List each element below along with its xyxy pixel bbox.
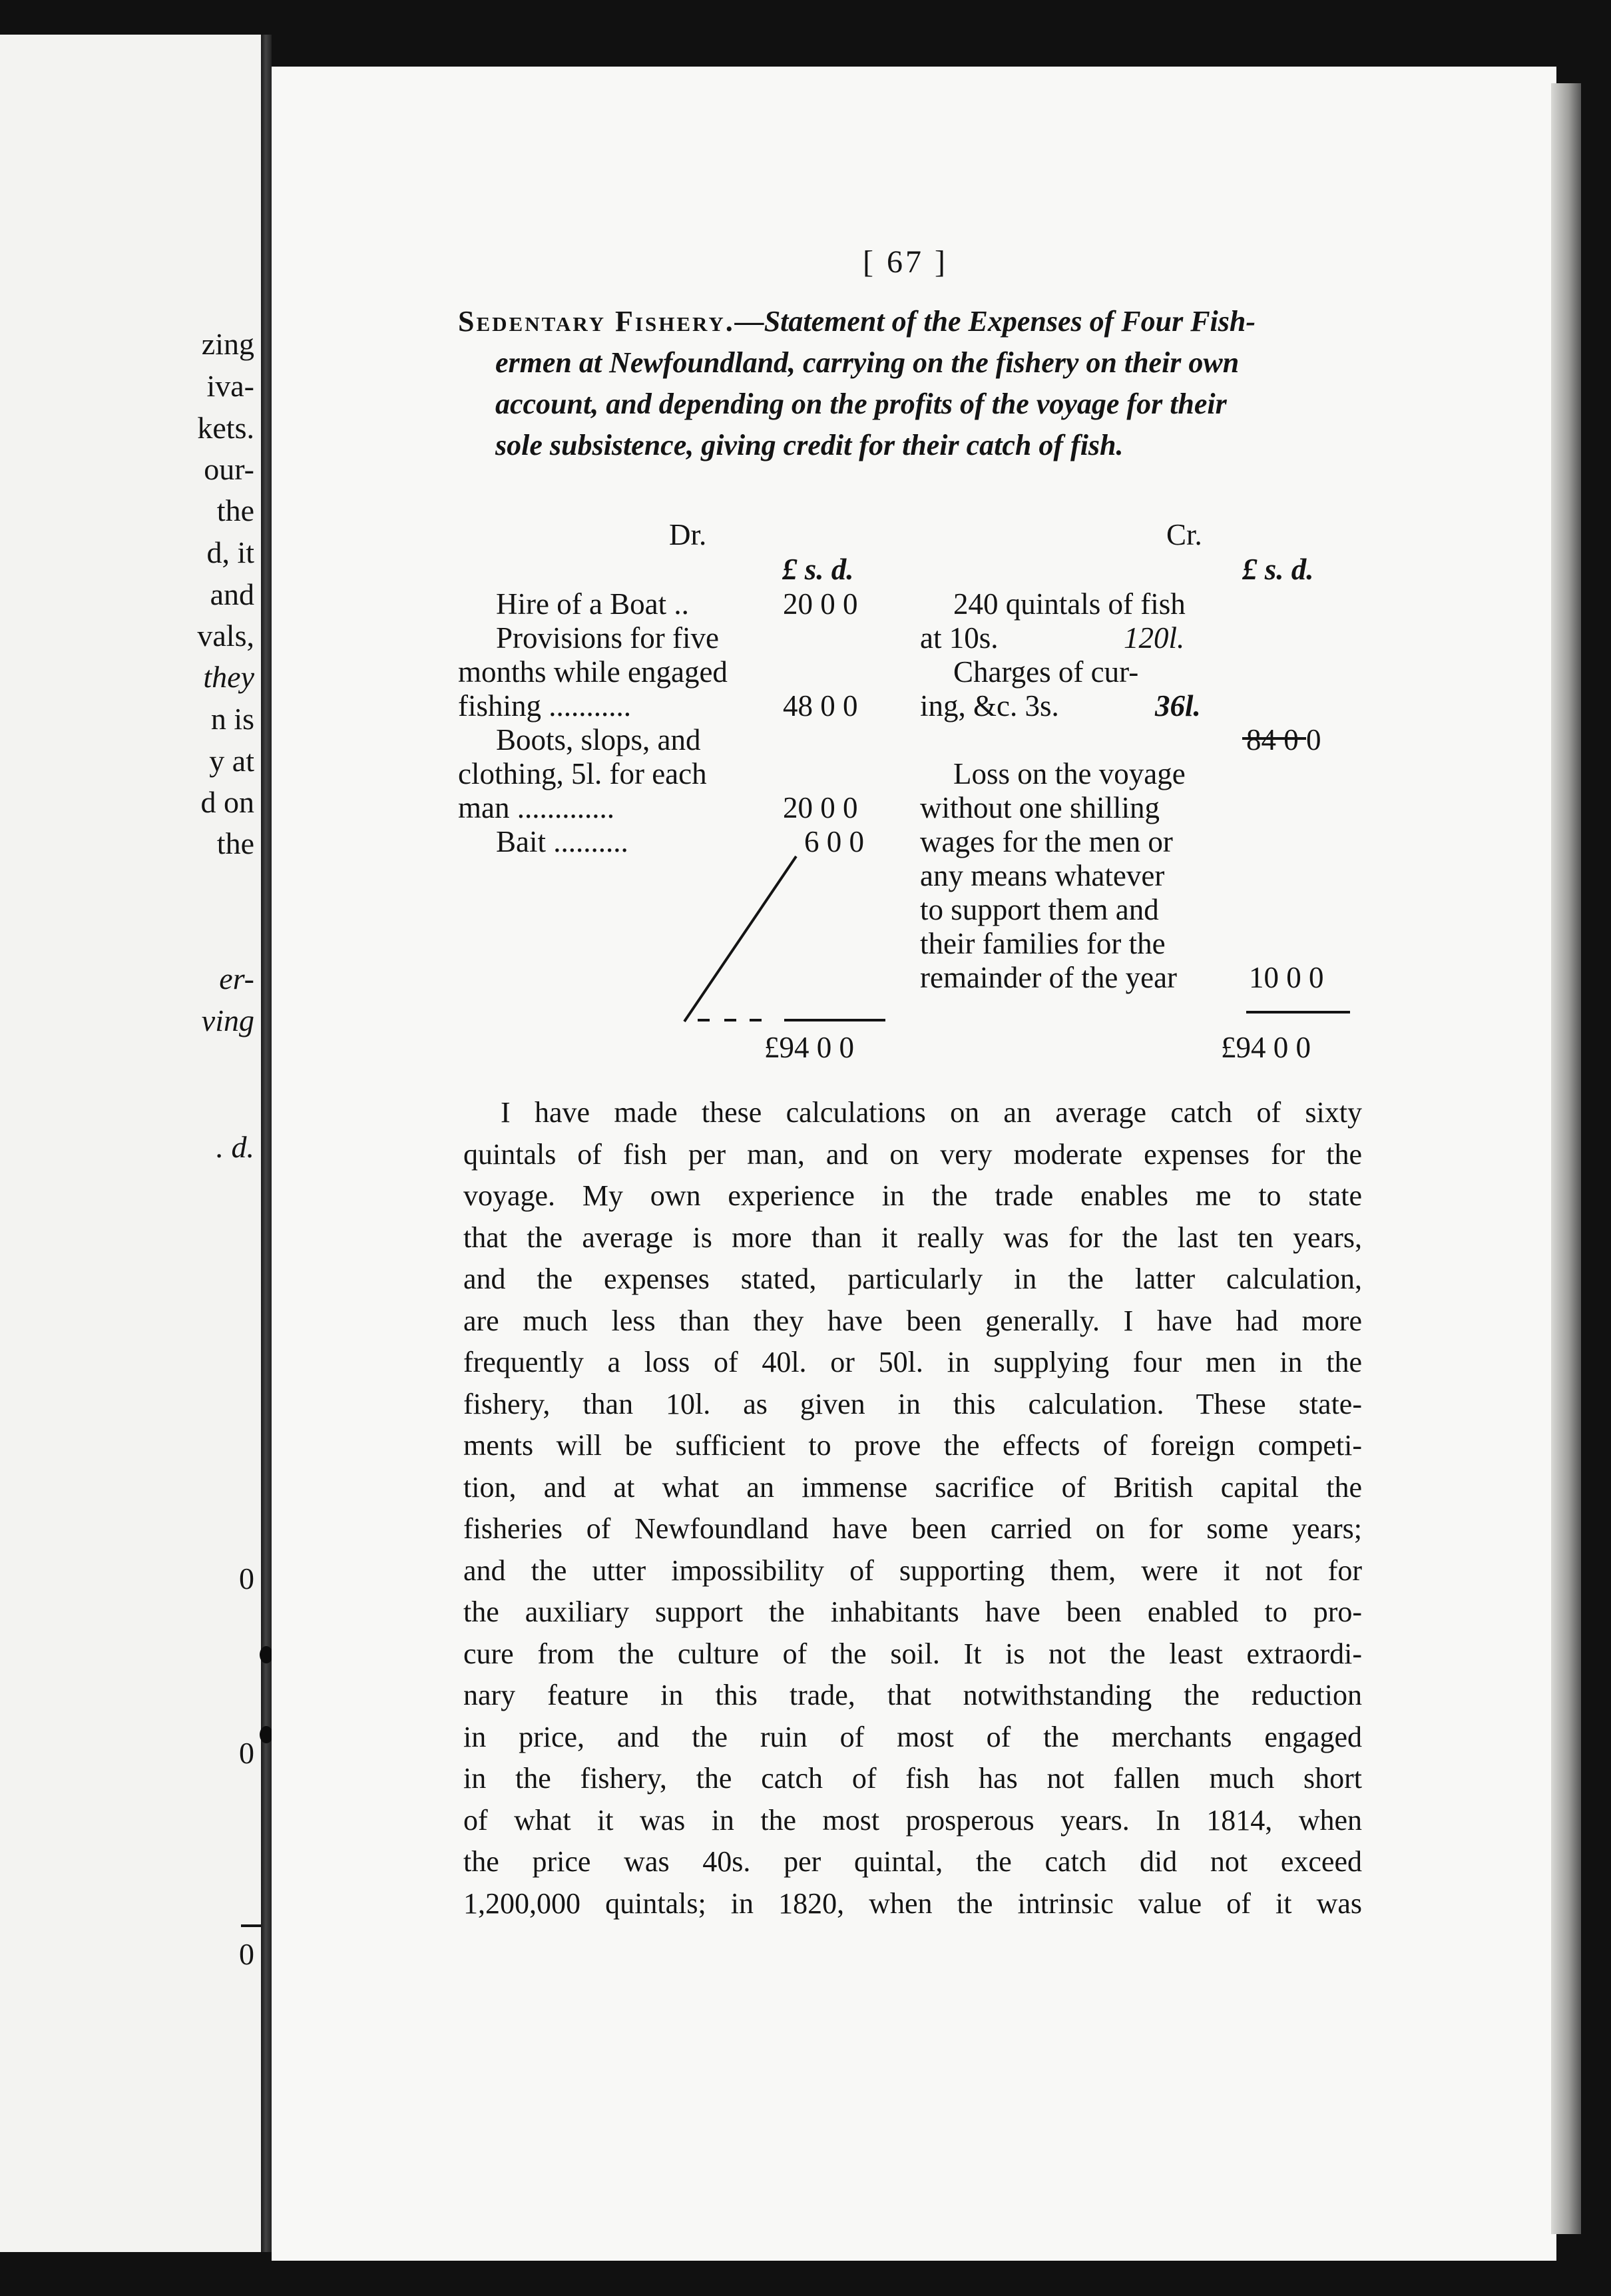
body-line: and the expenses stated, particularly in the latter calculation, bbox=[463, 1263, 1362, 1295]
credit-label: Cr. bbox=[1166, 518, 1202, 551]
credit-total: £94 0 0 bbox=[1221, 1031, 1311, 1064]
credit-loss-line: their families for the bbox=[920, 927, 1166, 960]
spine-mark bbox=[260, 1726, 273, 1743]
body-line: the price was 40s. per quintal, the catch did not exceed bbox=[463, 1845, 1362, 1878]
left-fragment: . d. bbox=[216, 1130, 254, 1164]
body-line: that the average is more than it really was for the last ten years, bbox=[463, 1221, 1362, 1254]
body-line: the auxiliary support the inhabitants have been enabled to pro- bbox=[463, 1595, 1362, 1628]
debit-label: Dr. bbox=[669, 518, 707, 551]
body-line: cure from the culture of the soil. It is not the least extraordi- bbox=[463, 1637, 1362, 1670]
credit-loss-line: without one shilling bbox=[920, 791, 1160, 824]
left-fragment: the bbox=[216, 826, 254, 860]
body-line: nary feature in this trade, that notwithstanding the reduction bbox=[463, 1679, 1362, 1711]
left-fragment: ving bbox=[201, 1004, 254, 1037]
dash-mark bbox=[698, 1019, 710, 1021]
dash-mark bbox=[750, 1019, 762, 1021]
debit-item: fishing ........... bbox=[458, 689, 632, 722]
left-fragment: our- bbox=[204, 452, 254, 486]
debit-amount: 20 0 0 bbox=[783, 587, 858, 621]
credit-loss-line: remainder of the year bbox=[920, 961, 1178, 994]
debit-currency-header: £ s. d. bbox=[782, 553, 854, 586]
body-line: quintals of fish per man, and on very moderate expenses for the bbox=[463, 1137, 1362, 1171]
left-fragment: the bbox=[216, 493, 254, 527]
body-line: voyage. My own experience in the trade enables me to state bbox=[463, 1179, 1362, 1212]
credit-loss-line: Loss on the voyage bbox=[953, 757, 1186, 790]
credit-item: Charges of cur- bbox=[953, 655, 1139, 689]
body-line: fisheries of Newfoundland have been carried on for some years; bbox=[463, 1512, 1362, 1545]
debit-item: Bait .......... bbox=[496, 825, 628, 858]
dash-mark bbox=[724, 1019, 736, 1021]
body-line: of what it was in the most prosperous years. In 1814, when bbox=[463, 1803, 1362, 1837]
body-line: 1,200,000 quintals; in 1820, when the intrinsic value of it was bbox=[463, 1886, 1362, 1920]
heading-lead: Sedentary Fishery. bbox=[458, 305, 735, 338]
debit-item: Hire of a Boat .. bbox=[496, 587, 689, 621]
debit-total-rule bbox=[784, 1019, 885, 1021]
credit-item: 36l. bbox=[1155, 689, 1201, 722]
left-fragment: d on bbox=[200, 785, 254, 819]
left-fragment: 0 bbox=[239, 1937, 254, 1971]
left-fragment: y at bbox=[209, 744, 254, 778]
body-line: ments will be sufficient to prove the effects of foreign competi- bbox=[463, 1429, 1362, 1462]
credit-item: ing, &c. 3s. bbox=[920, 689, 1059, 722]
left-rule bbox=[241, 1924, 261, 1927]
heading-line: account, and depending on the profits of the voyage for their bbox=[495, 388, 1227, 420]
debit-amount: 6 0 0 bbox=[804, 825, 864, 858]
page-edge bbox=[1551, 83, 1581, 2234]
left-fragment: d, it bbox=[206, 535, 254, 569]
credit-loss-line: to support them and bbox=[920, 893, 1159, 926]
credit-item: 240 quintals of fish bbox=[953, 587, 1186, 621]
credit-total-rule bbox=[1246, 1011, 1350, 1013]
credit-net-amount: 84 0 0 bbox=[1246, 723, 1321, 756]
body-line: tion, and at what an immense sacrifice of British capital the bbox=[463, 1470, 1362, 1504]
left-fragment: vals, bbox=[197, 619, 254, 653]
left-fragment: they bbox=[203, 660, 254, 694]
heading-line: sole subsistence, giving credit for their catch of fish. bbox=[495, 429, 1124, 461]
credit-loss-line: wages for the men or bbox=[920, 825, 1173, 858]
section-heading bbox=[458, 301, 1370, 466]
debit-item: Provisions for five bbox=[496, 621, 719, 655]
debit-item: man ............. bbox=[458, 791, 614, 824]
left-fragment: zing bbox=[201, 327, 254, 361]
body-paragraph bbox=[463, 1092, 1362, 1924]
book-spine bbox=[261, 35, 272, 2252]
left-fragment: 0 bbox=[239, 1736, 254, 1770]
body-line: are much less than they have been generally. I have had more bbox=[463, 1304, 1362, 1337]
diagonal-brace-line bbox=[679, 854, 812, 1027]
body-line: and the utter impossibility of supporting them, were it not for bbox=[463, 1554, 1362, 1587]
left-fragment: n is bbox=[210, 702, 254, 736]
page-number: [ 67 ] bbox=[863, 244, 948, 280]
left-fragment: and bbox=[210, 577, 254, 611]
body-line: in price, and the ruin of most of the merchants engaged bbox=[463, 1720, 1362, 1753]
debit-total: £94 0 0 bbox=[764, 1031, 854, 1064]
left-fragment: iva- bbox=[206, 369, 254, 403]
debit-amount: 48 0 0 bbox=[783, 689, 858, 722]
credit-currency-header: £ s. d. bbox=[1242, 553, 1314, 586]
credit-item: 120l. bbox=[1124, 621, 1185, 655]
heading-line: ermen at Newfoundland, carrying on the fishery on their own bbox=[495, 346, 1240, 379]
left-facing-page bbox=[0, 35, 261, 2252]
heading-line: —Statement of the Expenses of Four Fish- bbox=[734, 305, 1256, 338]
body-line: I have made these calculations on an average catch of sixty bbox=[501, 1096, 1362, 1129]
left-fragment: er- bbox=[219, 962, 254, 996]
debit-item: Boots, slops, and bbox=[496, 723, 701, 756]
credit-loss-line: any means whatever bbox=[920, 859, 1165, 892]
left-fragment: 0 bbox=[239, 1562, 254, 1595]
debit-item: months while engaged bbox=[458, 655, 728, 689]
body-line: fishery, than 10l. as given in this calculation. These state- bbox=[463, 1387, 1362, 1420]
debit-amount: 20 0 0 bbox=[783, 791, 858, 824]
spine-mark bbox=[260, 1646, 273, 1663]
debit-item: clothing, 5l. for each bbox=[458, 757, 707, 790]
body-line: frequently a loss of 40l. or 50l. in supplying four men in the bbox=[463, 1346, 1362, 1378]
credit-loss-amount: 10 0 0 bbox=[1249, 961, 1324, 994]
left-fragment: kets. bbox=[197, 411, 254, 445]
body-line: in the fishery, the catch of fish has not fallen much short bbox=[463, 1762, 1362, 1795]
credit-item: at 10s. bbox=[920, 621, 999, 655]
